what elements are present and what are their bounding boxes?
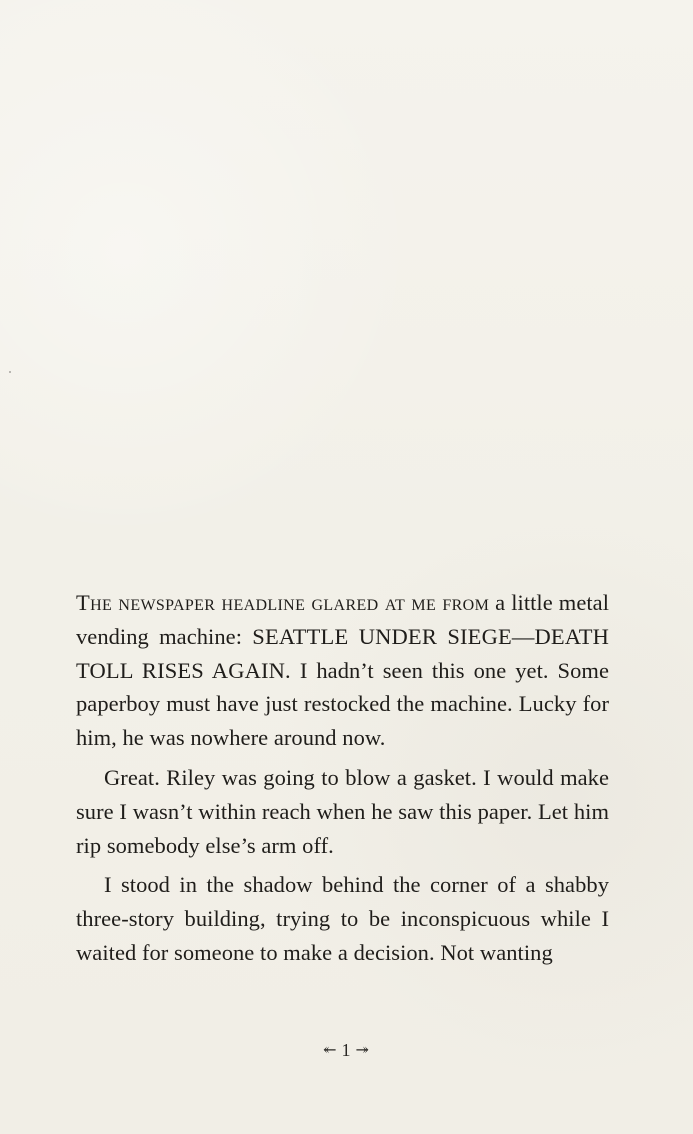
opening-paragraph xyxy=(76,586,609,755)
opening-text-after-headline: I hadn’t seen this one yet. Some paperboy must have just restocked the machine. Lucky for him, he was nowhere around now. xyxy=(76,657,609,751)
second-paragraph: Great. Riley was going to blow a gasket. I would make sure I wasn’t within reach when he saw this paper. Let him rip somebody else’s arm off. xyxy=(76,764,609,858)
chapter-text xyxy=(76,586,609,970)
page-footer xyxy=(0,1041,693,1060)
paper-speck xyxy=(9,371,11,373)
opening-small-caps: The newspaper headline glared at me from xyxy=(76,590,490,615)
third-paragraph: I stood in the shadow behind the corner of a shabby three-story building, trying to be inconspicuous while I waited for someone to make a decision. Not wanting xyxy=(76,872,609,965)
page-number: 1 xyxy=(341,1040,352,1060)
opening-text-before-headline: a little metal vending machine: xyxy=(76,590,609,649)
right-page-ornament: ↠ xyxy=(355,1042,370,1059)
left-page-ornament: ↞ xyxy=(323,1042,338,1059)
newspaper-headline: SEATTLE UNDER SIEGE—DEATH TOLL RISES AGAIN. xyxy=(76,623,609,683)
